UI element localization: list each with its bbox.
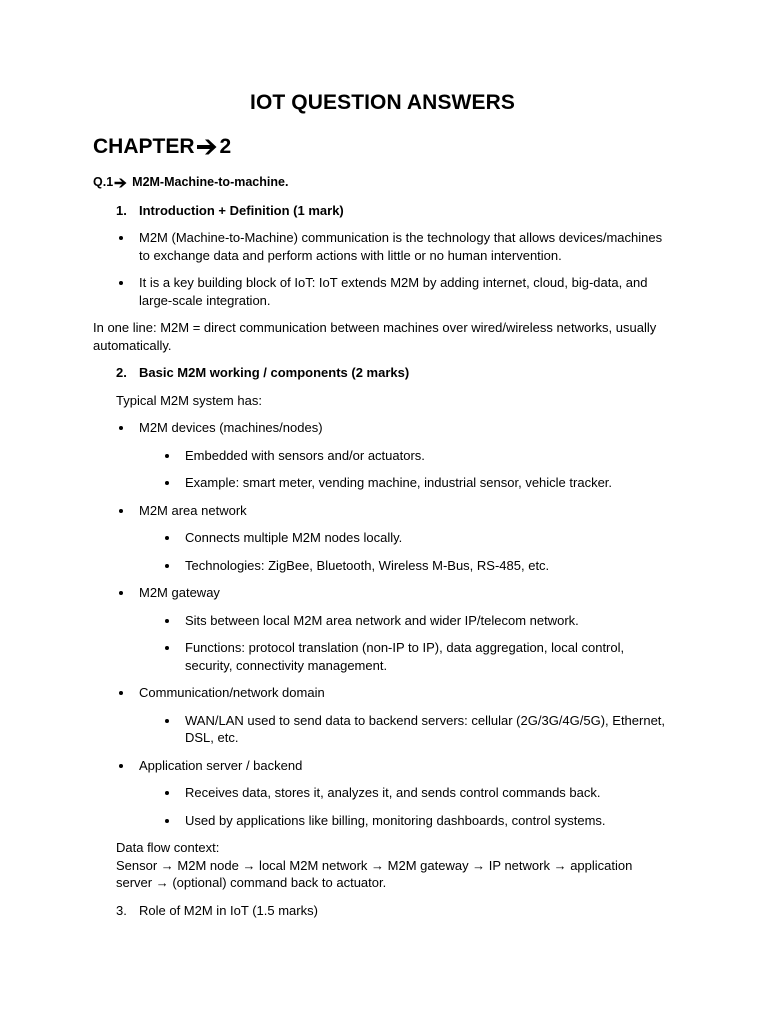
bullet-icon [162,447,185,465]
bullet-icon [162,529,185,547]
bullet-text: Communication/network domain [139,685,325,700]
section-2-heading [93,364,672,382]
sub-bullet-text: WAN/LAN used to send data to backend servers: cellular (2G/3G/4G/5G), Ethernet, DSL, etc. [185,712,666,745]
sub-bullet-item [93,812,672,830]
bullet-item [93,584,672,602]
sub-bullet-item [93,639,672,674]
bullet-text: M2M area network [139,502,247,518]
chapter-number: 2 [219,135,232,158]
bullet-text: It is a key building block of IoT: IoT extends M2M by adding internet, cloud, big-data, and large-scale integration. [139,275,648,308]
section-number: 2. [116,365,127,380]
bullet-icon [116,757,139,775]
summary-paragraph: In one line: M2M = direct communication between machines over wired/wireless networks, usually automatically. [93,320,657,353]
question-label: Q.1 [93,175,114,189]
bullet-item [93,502,672,520]
bullet-text: M2M (Machine-to-Machine) communication is the technology that allows devices/machines to exchange data and perform actions with little or no human intervention. [139,230,663,263]
bullet-icon [162,612,185,630]
section-number: 3. [116,902,127,918]
bullet-icon [116,584,139,602]
sub-bullet-text: Functions: protocol translation (non-IP to IP), data aggregation, local control, security, connectivity management. [185,640,625,673]
sub-bullet-text: Connects multiple M2M nodes locally. [185,530,403,545]
sub-bullet-text: Sits between local M2M area network and wider IP/telecom network. [185,612,579,628]
sub-bullet-text: Used by applications like billing, monitoring dashboards, control systems. [185,812,606,828]
section-number: 1. [116,202,127,218]
sub-bullet-text: Embedded with sensors and/or actuators. [185,447,425,463]
chapter-label: CHAPTER [93,135,195,158]
sub-bullet-text: Technologies: ZigBee, Bluetooth, Wireless M-Bus, RS-485, etc. [185,557,550,573]
bullet-icon [116,274,139,309]
bullet-item [93,757,672,775]
sub-bullet-item [93,447,672,465]
bullet-item [93,419,672,437]
right-arrow-icon [196,137,219,157]
bullet-icon [162,712,185,747]
bullet-icon [116,684,139,702]
bullet-text: Application server / backend [139,757,303,773]
chapter-heading [93,133,672,161]
sub-bullet-item [93,712,672,747]
sub-bullet-text: Receives data, stores it, analyzes it, and sends control commands back. [185,785,601,800]
section-heading-text: Basic M2M working / components (2 marks) [139,365,410,380]
data-flow-text: Sensor → M2M node → local M2M network → M2M gateway → IP network → application server → (optional) command back to actuator. [116,857,633,890]
bullet-icon [116,502,139,520]
bullet-icon [116,229,139,264]
data-flow-label: Data flow context: [116,840,220,855]
intro-paragraph: Typical M2M system has: [116,392,262,408]
section-1-heading [93,202,672,220]
bullet-item [93,684,672,702]
section-3-heading [93,902,672,920]
bullet-icon [162,784,185,802]
sub-bullet-item [93,529,672,547]
bullet-text: M2M gateway [139,585,220,600]
sub-bullet-item [93,784,672,802]
bullet-text: M2M devices (machines/nodes) [139,420,323,435]
question-line [93,174,672,192]
bullet-icon [162,474,185,492]
sub-bullet-item [93,612,672,630]
document-title: IOT QUESTION ANSWERS [250,91,515,114]
bullet-icon [162,812,185,830]
right-arrow-icon [114,177,128,189]
bullet-icon [162,639,185,674]
bullet-item [93,274,672,309]
question-text: M2M-Machine-to-machine. [132,175,289,189]
sub-bullet-text: Example: smart meter, vending machine, industrial sensor, vehicle tracker. [185,475,613,490]
bullet-item [93,229,672,264]
sub-bullet-item [93,474,672,492]
sub-bullet-item [93,557,672,575]
bullet-icon [116,419,139,437]
section-heading-text: Introduction + Definition (1 mark) [139,202,344,218]
bullet-icon [162,557,185,575]
data-flow-block [93,839,672,892]
section-heading-text: Role of M2M in IoT (1.5 marks) [139,902,318,918]
